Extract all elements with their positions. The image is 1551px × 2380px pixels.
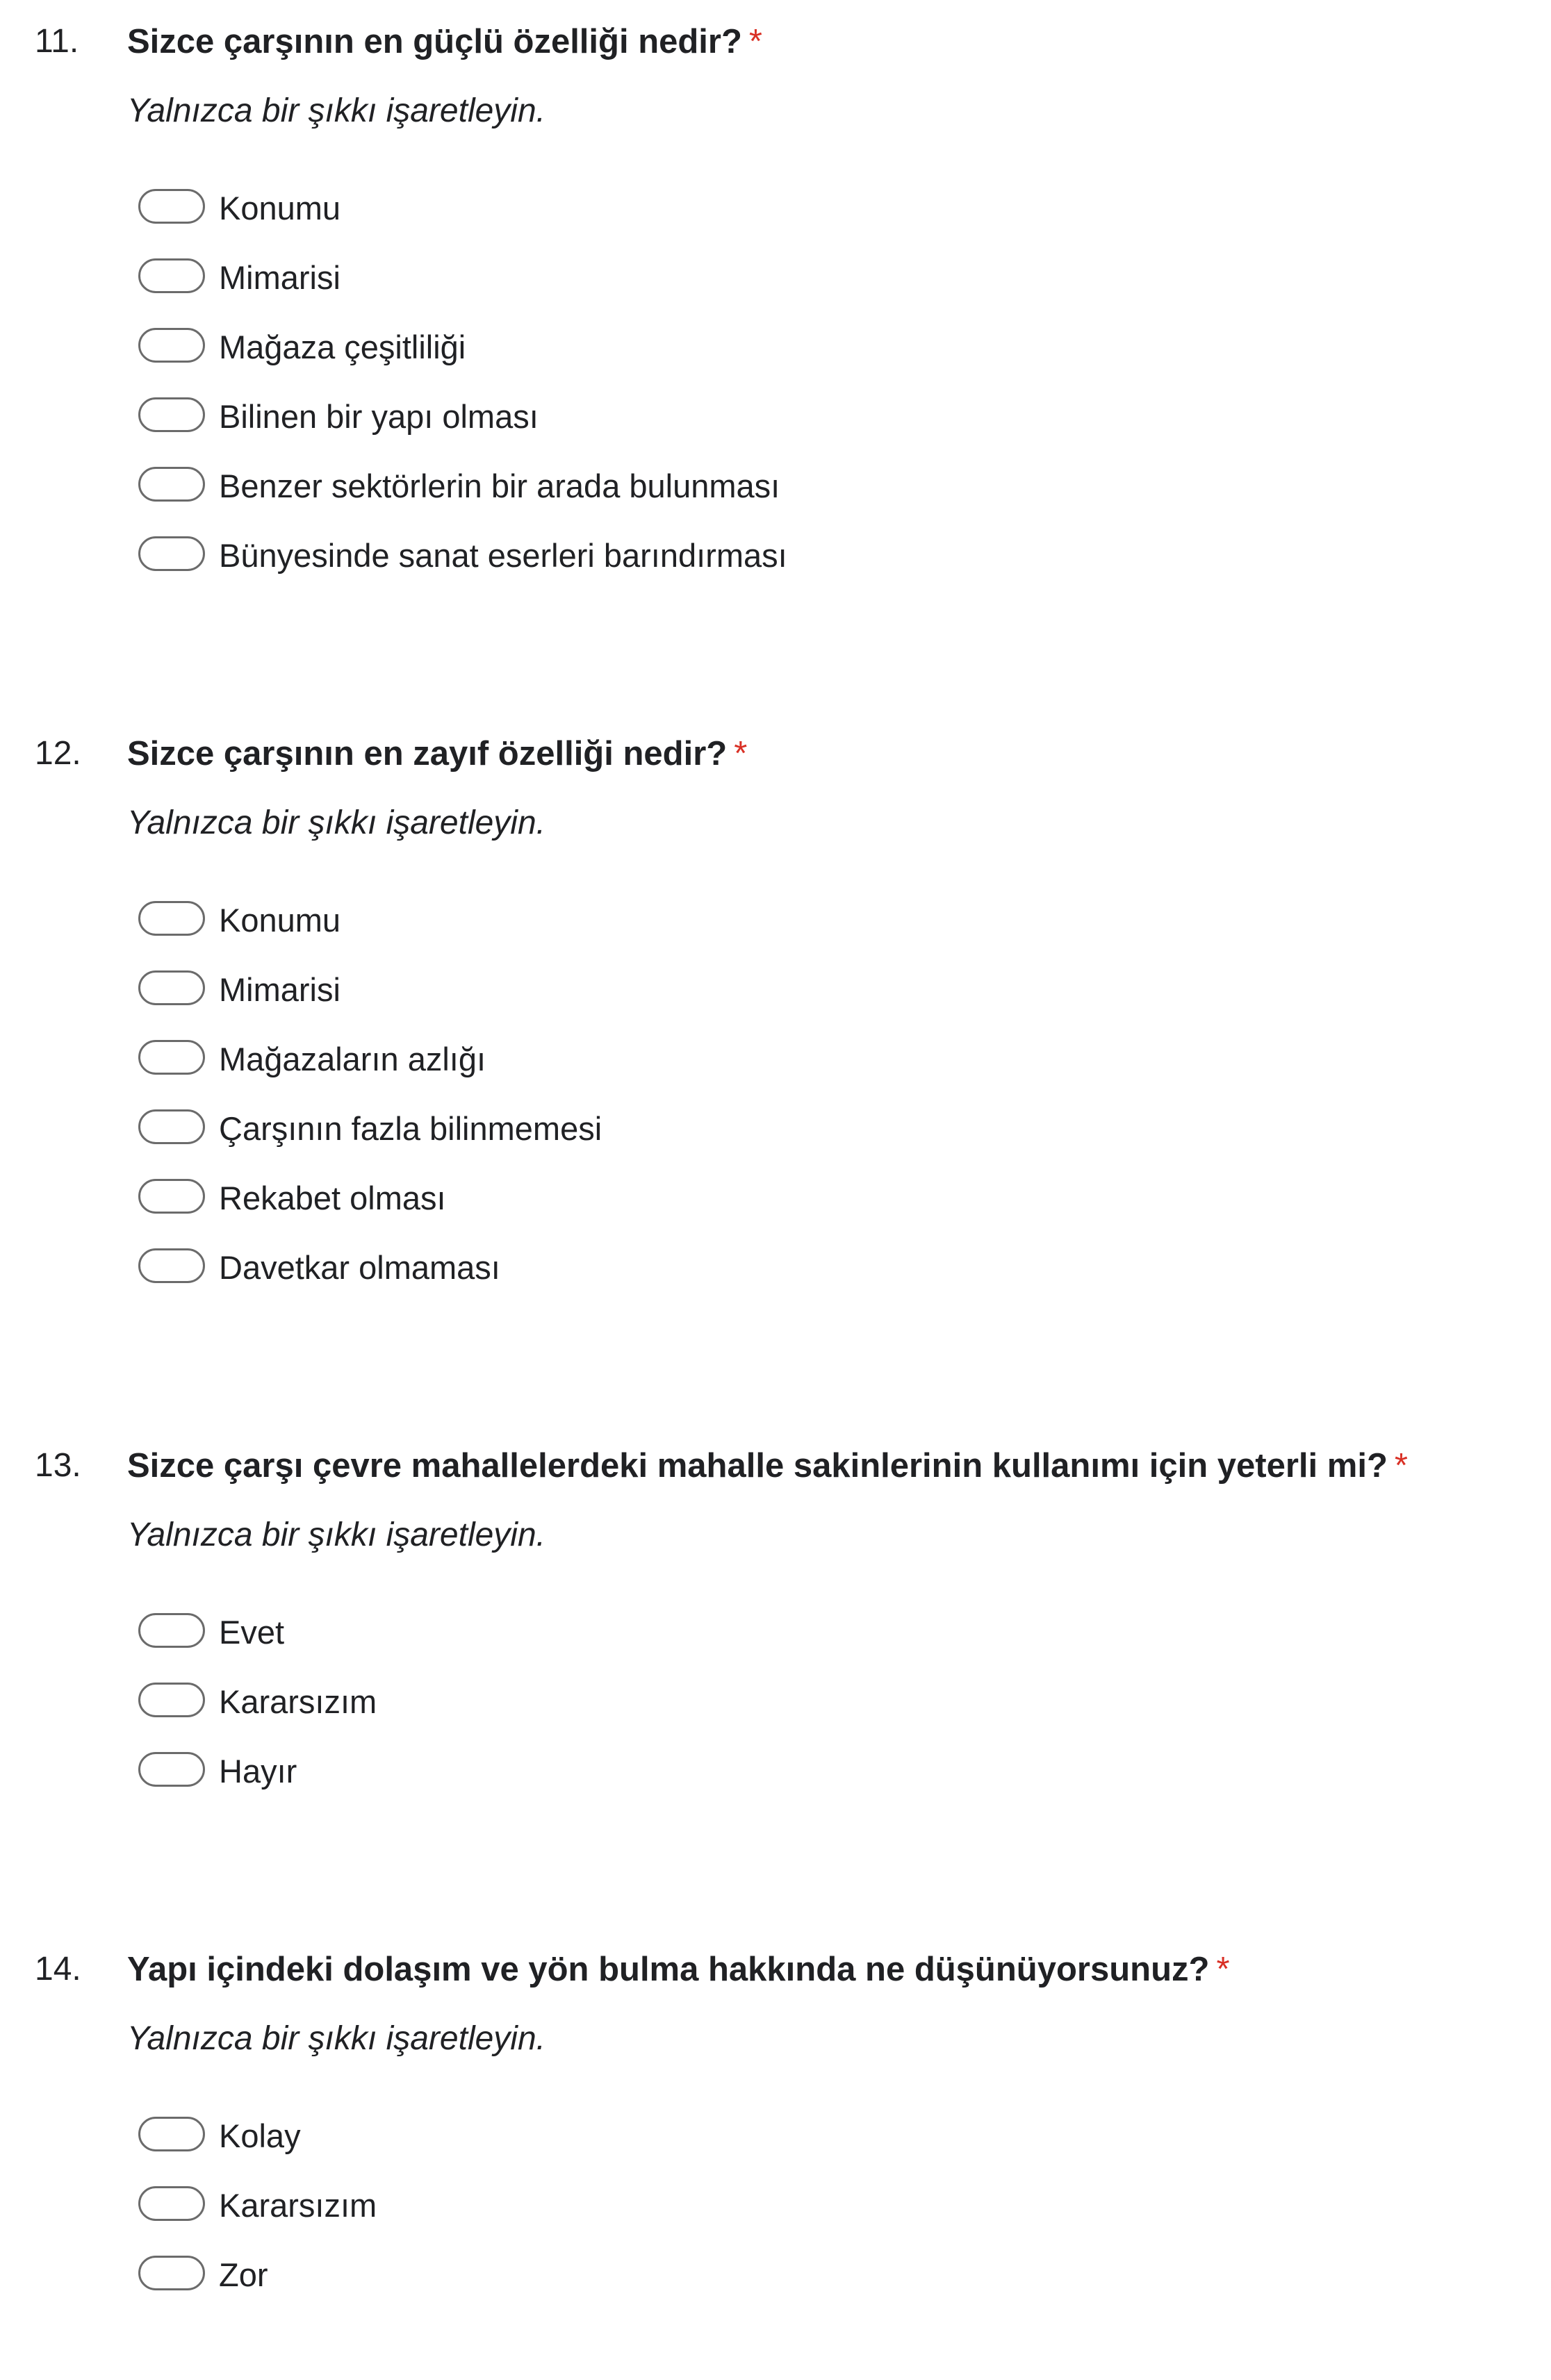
required-asterisk: * xyxy=(1394,1447,1408,1485)
question-13 xyxy=(0,1438,1551,1790)
question-header xyxy=(0,1438,1551,1494)
option-label[interactable]: Mağaza çeşitliliği xyxy=(219,329,466,365)
option-label[interactable]: Hayır xyxy=(219,1753,297,1790)
question-11 xyxy=(0,14,1551,574)
options-list xyxy=(0,2101,1112,2310)
option-label[interactable]: Çarşının fazla bilinmemesi xyxy=(219,1110,602,1147)
question-hint: Yalnızca bir şıkkı işaretleyin. xyxy=(127,92,545,129)
option-kararsizim[interactable] xyxy=(0,2171,1112,2240)
question-title xyxy=(127,1438,1408,1494)
question-title xyxy=(127,726,747,782)
radio-button[interactable] xyxy=(138,397,205,432)
radio-button[interactable] xyxy=(138,258,205,293)
option-label[interactable]: Benzer sektörlerin bir arada bulunması xyxy=(219,468,780,504)
option-zor[interactable] xyxy=(0,2240,1112,2310)
option-label[interactable]: Mağazaların azlığı xyxy=(219,1041,486,1077)
option-mimarisi[interactable] xyxy=(0,243,1112,313)
radio-button[interactable] xyxy=(138,1613,205,1648)
question-header xyxy=(0,14,1551,69)
radio-button[interactable] xyxy=(138,1248,205,1283)
question-title-text: Sizce çarşı çevre mahallelerdeki mahalle sakinlerinin kullanımı için yeterli mi? xyxy=(127,1447,1388,1485)
option-benzer-sektorler[interactable] xyxy=(0,452,1112,521)
required-asterisk: * xyxy=(734,735,748,772)
question-title-text: Yapı içindeki dolaşım ve yön bulma hakkında ne düşünüyorsunuz? xyxy=(127,1951,1210,1988)
option-label[interactable]: Mimarisi xyxy=(219,971,340,1008)
option-label[interactable]: Rekabet olması xyxy=(219,1180,446,1216)
question-header xyxy=(0,726,1551,782)
radio-button[interactable] xyxy=(138,328,205,363)
radio-button[interactable] xyxy=(138,467,205,502)
option-label[interactable]: Bilinen bir yapı olması xyxy=(219,398,539,435)
option-label[interactable]: Mimarisi xyxy=(219,259,340,296)
question-header xyxy=(0,1942,1551,1997)
option-label[interactable]: Kolay xyxy=(219,2117,301,2154)
option-evet[interactable] xyxy=(0,1598,1112,1667)
question-12 xyxy=(0,726,1551,1286)
option-fazla-bilinmemesi[interactable] xyxy=(0,1094,1112,1164)
question-number: 12. xyxy=(35,735,81,772)
question-hint: Yalnızca bir şıkkı işaretleyin. xyxy=(127,804,545,841)
radio-button[interactable] xyxy=(138,1683,205,1717)
option-sanat-eserleri[interactable] xyxy=(0,521,1112,590)
question-14 xyxy=(0,1942,1551,2293)
radio-button[interactable] xyxy=(138,1109,205,1144)
question-title xyxy=(127,1942,1230,1997)
radio-button[interactable] xyxy=(138,2256,205,2290)
radio-button[interactable] xyxy=(138,2186,205,2221)
required-asterisk: * xyxy=(748,23,762,60)
question-title xyxy=(127,14,762,69)
radio-button[interactable] xyxy=(138,1179,205,1214)
question-title-text: Sizce çarşının en zayıf özelliği nedir? xyxy=(127,735,728,772)
option-label[interactable]: Kararsızım xyxy=(219,1683,377,1720)
question-number: 11. xyxy=(35,23,79,60)
radio-button[interactable] xyxy=(138,1752,205,1787)
option-label[interactable]: Konumu xyxy=(219,190,341,226)
option-label[interactable]: Davetkar olmaması xyxy=(219,1249,500,1286)
required-asterisk: * xyxy=(1216,1951,1230,1988)
option-davetkar-olmamasi[interactable] xyxy=(0,1233,1112,1303)
option-hayir[interactable] xyxy=(0,1737,1112,1806)
option-rekabet[interactable] xyxy=(0,1164,1112,1233)
options-list xyxy=(0,1598,1112,1806)
question-number: 13. xyxy=(35,1447,81,1484)
radio-button[interactable] xyxy=(138,1040,205,1075)
option-konumu[interactable] xyxy=(0,886,1112,955)
radio-button[interactable] xyxy=(138,901,205,936)
option-bilinen-yapi[interactable] xyxy=(0,382,1112,452)
option-label[interactable]: Konumu xyxy=(219,902,341,939)
question-hint: Yalnızca bir şıkkı işaretleyin. xyxy=(127,2020,545,2057)
option-mimarisi[interactable] xyxy=(0,955,1112,1025)
option-magazalarin-azligi[interactable] xyxy=(0,1025,1112,1094)
question-title-text: Sizce çarşının en güçlü özelliği nedir? xyxy=(127,23,742,60)
options-list xyxy=(0,174,1112,590)
option-magaza-cesitliligi[interactable] xyxy=(0,313,1112,382)
option-konumu[interactable] xyxy=(0,174,1112,243)
options-list xyxy=(0,886,1112,1303)
option-label[interactable]: Kararsızım xyxy=(219,2187,377,2224)
question-number: 14. xyxy=(35,1951,81,1988)
radio-button[interactable] xyxy=(138,2117,205,2151)
option-label[interactable]: Bünyesinde sanat eserleri barındırması xyxy=(219,537,787,574)
option-label[interactable]: Evet xyxy=(219,1614,285,1651)
option-kolay[interactable] xyxy=(0,2101,1112,2171)
radio-button[interactable] xyxy=(138,536,205,571)
radio-button[interactable] xyxy=(138,970,205,1005)
option-label[interactable]: Zor xyxy=(219,2256,268,2293)
question-hint: Yalnızca bir şıkkı işaretleyin. xyxy=(127,1517,545,1553)
radio-button[interactable] xyxy=(138,189,205,224)
option-kararsizim[interactable] xyxy=(0,1667,1112,1737)
